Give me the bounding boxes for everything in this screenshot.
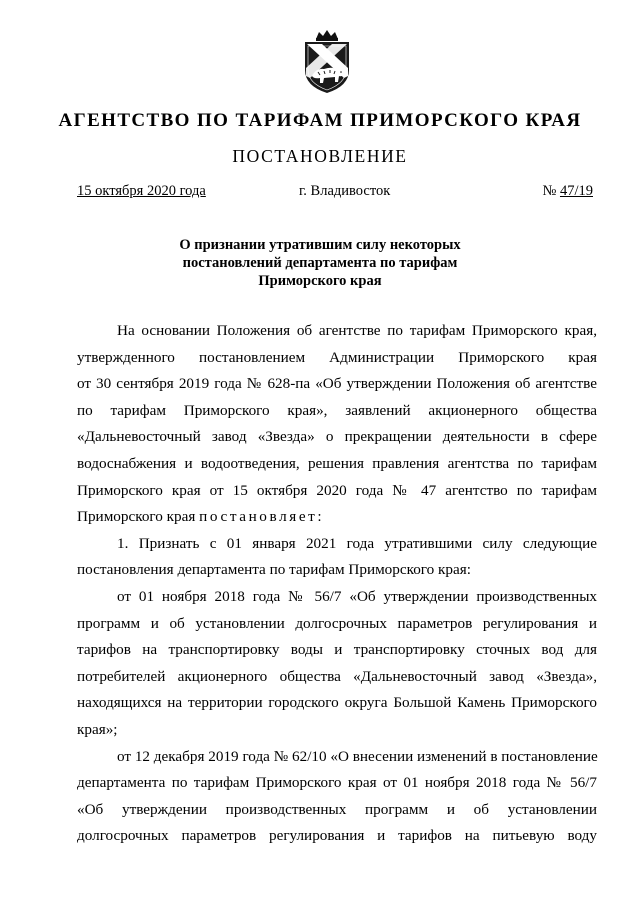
document-body bbox=[77, 318, 597, 850]
body-line: постановления департамента по тарифам Приморского края: bbox=[77, 561, 471, 579]
document-date: 15 октября 2020 года bbox=[77, 183, 206, 199]
body-line: водоснабжения и водоотведения, решения правления агентства по тарифам bbox=[77, 454, 597, 472]
resolution-word: постановляет: bbox=[199, 508, 325, 526]
body-line: края»; bbox=[77, 720, 118, 738]
body-line: от 12 декабря 2019 года № 62/10 «О внесении изменений в постановление bbox=[117, 747, 598, 765]
agency-title: АГЕНТСТВО ПО ТАРИФАМ ПРИМОРСКОГО КРАЯ bbox=[58, 110, 582, 131]
document-number bbox=[543, 183, 594, 200]
paragraph-resolution-62-10 bbox=[77, 744, 597, 850]
number-prefix: № bbox=[542, 183, 560, 199]
body-line: программ и об установлении долгосрочных параметров регулирования и bbox=[77, 614, 597, 632]
body-line: утвержденного постановлением Администрации Приморского края bbox=[77, 348, 597, 366]
body-line: 1. Признать с 01 января 2021 года утратившими силу следующие bbox=[117, 534, 597, 552]
body-line: потребителей акционерного общества «Дальневосточный завод «Звезда», bbox=[77, 667, 597, 685]
subject-line: Приморского края bbox=[258, 273, 382, 289]
body-line: На основании Положения об агентстве по тарифам Приморского края, bbox=[117, 322, 597, 339]
body-line: от 30 сентября 2019 года № 628-па «Об утверждении Положения об агентстве bbox=[77, 375, 597, 393]
body-line: долгосрочных параметров регулирования и тарифов на питьевую воду bbox=[77, 827, 597, 845]
body-line: тарифов на транспортировку воды и транспортировку сточных вод для bbox=[77, 641, 597, 659]
body-line: «Дальневосточный завод «Звезда» о прекращении деятельности в сфере bbox=[77, 428, 597, 446]
body-line-text: Приморского края bbox=[77, 508, 200, 526]
paragraph-resolution-56-7 bbox=[77, 584, 597, 744]
body-line: Приморского края от 15 октября 2020 года № 47 агентство по тарифам bbox=[77, 481, 597, 499]
document-subject bbox=[0, 236, 640, 290]
subject-line: О признании утратившим силу некоторых bbox=[179, 237, 461, 253]
body-line: «Об утверждении производственных программ и об установлении bbox=[77, 800, 597, 818]
body-line: по тарифам Приморского края», заявлений акционерного общества bbox=[77, 401, 597, 419]
coat-of-arms-icon bbox=[302, 30, 352, 94]
body-line bbox=[77, 504, 597, 531]
number-value: 47/19 bbox=[559, 183, 593, 199]
body-line: от 01 ноября 2018 года № 56/7 «Об утверждении производственных bbox=[117, 587, 597, 605]
subject-line: постановлений департамента по тарифам bbox=[182, 255, 458, 271]
document-meta bbox=[77, 183, 593, 203]
body-line: находящихся на территории городского округа Большой Камень Приморского bbox=[77, 694, 597, 712]
paragraph-item-1 bbox=[77, 531, 597, 584]
document-city: г. Владивосток bbox=[299, 183, 391, 199]
body-line: департамента по тарифам Приморского края от 01 ноября 2018 года № 56/7 bbox=[77, 774, 597, 792]
paragraph-preamble bbox=[77, 318, 597, 531]
document-type: ПОСТАНОВЛЕНИЕ bbox=[232, 146, 408, 166]
